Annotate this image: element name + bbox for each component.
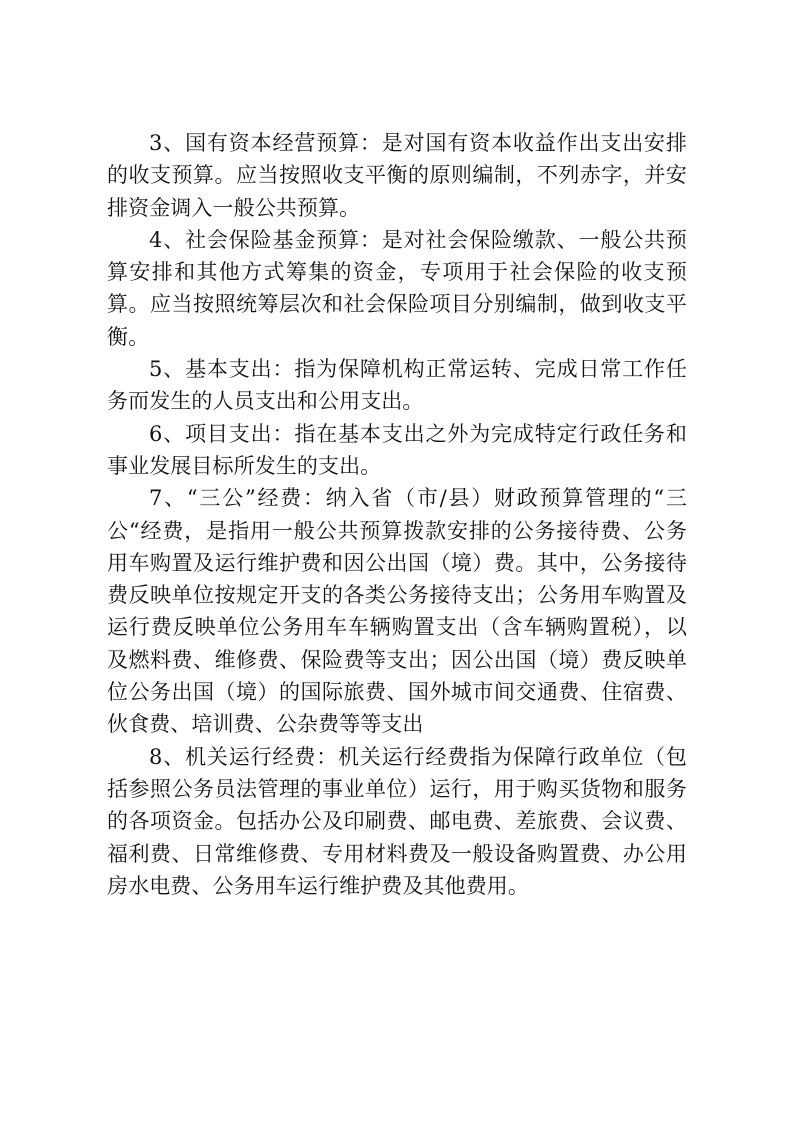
paragraph-social-insurance-budget: 4、社会保险基金预算：是对社会保险缴款、一般公共预算安排和其他方式筹集的资金，专项用于社会保险的收支预算。应当按照统筹层次和社会保险项目分别编制，做到收支平衡。 — [107, 227, 687, 349]
paragraph-state-capital-budget: 3、国有资本经营预算：是对国有资本收益作出支出安排的收支预算。应当按照收支平衡的原则编制，不列赤字，并安排资金调入一般公共预算。 — [107, 131, 687, 220]
paragraph-three-public-expenses: 7、“三公”经费：纳入省（市/县）财政预算管理的“三公“经费，是指用一般公共预算拨款安排的公务接待费、公务用车购置及运行维护费和因公出国（境）费。其中，公务接待费反映单位按规定开支的各类公务接待支出；公务用车购置及运行费反映单位公务用车车辆购置支出（含车辆购置税），以及燃料费、维修费、保险费等支出；因公出国（境）费反映单位公务出国（境）的国际旅费、国外城市间交通费、住宿费、伙食费、培训费、公杂费等等支出 — [107, 486, 687, 737]
document-body — [107, 127, 687, 902]
paragraph-agency-operating-expenses: 8、机关运行经费：机关运行经费指为保障行政单位（包括参照公务员法管理的事业单位）运行，用于购买货物和服务的各项资金。包括办公及印刷费、邮电费、差旅费、会议费、福利费、日常维修费、专用材料费及一般设备购置费、办公用房水电费、公务用车运行维护费及其他费用。 — [107, 744, 687, 898]
paragraph-basic-expenditure: 5、基本支出：指为保障机构正常运转、完成日常工作任务而发生的人员支出和公用支出。 — [107, 357, 687, 414]
paragraph-project-expenditure: 6、项目支出：指在基本支出之外为完成特定行政任务和事业发展目标所发生的支出。 — [107, 421, 687, 478]
